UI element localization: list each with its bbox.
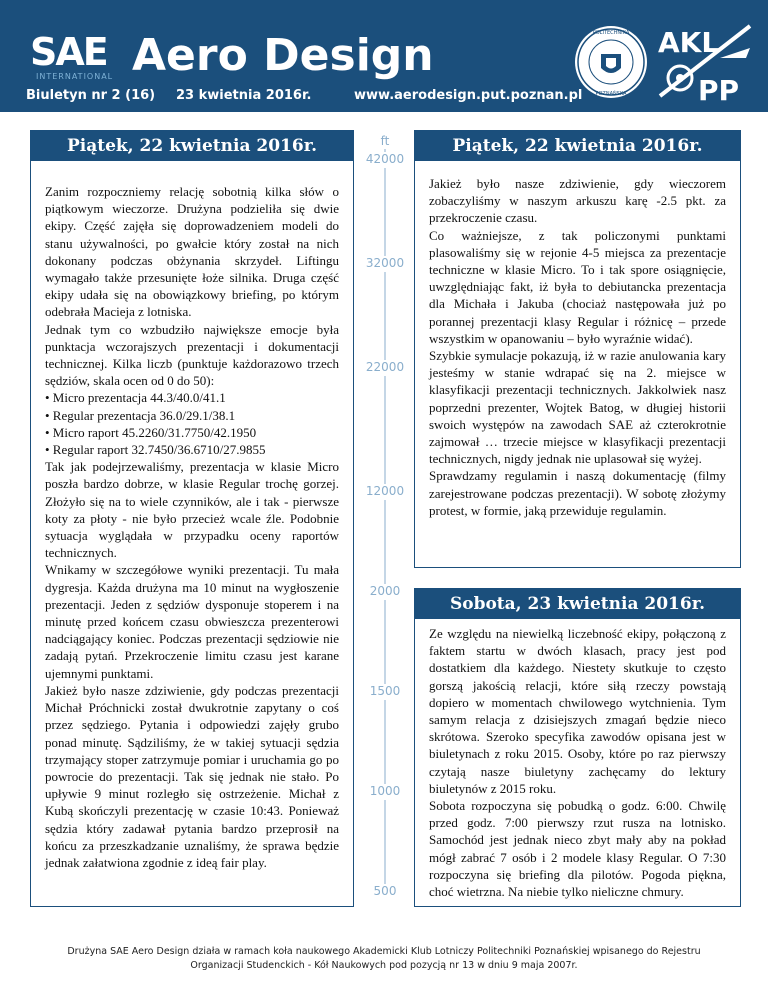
altitude-tick-label: 22000: [365, 360, 405, 374]
paragraph: Tak jak podejrzewaliśmy, prezentacja w klasie Micro poszła bardzo dobrze, w klasie Regular trochę gorzej. Złożyło się na to wiele czynników, ale i tak - pierwsze koty za płoty - nie było przecież wcale źle. Podobnie sytuacja wyglądała w przypadku oceny raportów technicznych.: [45, 459, 339, 561]
paragraph: Jakież było nasze zdziwienie, gdy podczas prezentacji Michał Próchnicki został dwukrotnie zapytany o coś przez sędziego. Pytania i odpowiedzi zajęły grubo ponad minutę. Sądziliśmy, że w takiej sytuacji sędzia trzymający stoper zatrzymuje pomiar i uruchamia go po powrocie do prezentacji. Tak się jednak nie stało. Po upływie 9 minut rozległo się ostrzeżenie. Michał z Kubą skończyli prezentację w czasie 10:43. Ponieważ sędzia który zadawał pytania bardzo przeprosił na końcu za przeszkadzanie uznaliśmy, że sprawa będzie jednak załatwiona zgodnie z ideą fair play.: [45, 682, 339, 870]
paragraph: Co ważniejsze, z tak policzonymi punktami plasowaliśmy się w rejonie 4-5 miejsca za prezentacje techniczne w klasie Micro. To i tak spore osiągnięcie, uwzględniając fakt, iż była to debiutancka prezentacja dla Michała i Jakuba (chociaż następowała już po porannej prezentacji klasy Regular i różnicę – przede wszystkim w opanowaniu – było wyraźnie widać).: [429, 227, 726, 346]
paragraph: Jednak tym co wzbudziło największe emocje była punktacja wczorajszych prezentacji i dokumentacji technicznej. Kilka liczb (punktuje każdorazowo trzech sędziów, skala ocen od 0 do 50):: [45, 321, 339, 389]
website-link[interactable]: www.aerodesign.put.poznan.pl: [354, 88, 583, 103]
page-header: [0, 0, 768, 112]
list-item: • Micro prezentacja 44.3/40.0/41.1: [45, 390, 226, 406]
paragraph: Zanim rozpoczniemy relację sobotnią kilka słów o piątkowym wieczorze. Drużyna podzieliła się dwie ekipy. Część zajęła się doprowadzeniem modeli do stanu używalności, po gwałcie który został na nich dokonany podczas obżynania skrzydeł. Liftingu wymagało także przesunięte łoże silnika. Druga część ekipy udała się na obowiązkowy briefing, po którym odebrała Macieja z lotniska.: [45, 184, 339, 320]
right-article-friday-heading: Piątek, 22 kwietnia 2016r.: [415, 131, 740, 161]
right-article-saturday-heading: Sobota, 23 kwietnia 2016r.: [415, 589, 740, 619]
altitude-tick-label: 32000: [365, 256, 405, 270]
paragraph: Wnikamy w szczegółowe wyniki prezentacji. Tu mała dygresja. Każda drużyna ma 10 minut na wygłoszenie prezentacji. Jeden z sędziów dysponuje stoperem i na minutę przed końcem czasu obwieszcza prezenterowi nadciągający koniec. Podczas prezentacji sędziowie nie zadają pytań. Przekroczenie limitu czasu jest karane ujemnymi punktami.: [45, 562, 339, 681]
issue-date: 23 kwietnia 2016r.: [176, 88, 312, 103]
altitude-scale: [360, 135, 410, 895]
altitude-tick-label: 500: [373, 884, 397, 895]
right-article-friday: [414, 130, 741, 568]
altitude-tick-label: 2000: [369, 584, 401, 598]
university-seal-icon: [573, 24, 649, 100]
bulletin-title: Aero Design: [132, 30, 434, 81]
sae-logo-text: SAE: [30, 30, 107, 74]
paragraph: Szybkie symulacje pokazują, iż w razie anulowania kary jesteśmy w stanie wdrapać się na 2. miejsce w klasyfikacji prezentacji technicznych. Jakkolwiek nasz poprzedni prezenter, Wojtek Batog, w długiej historii swoich występów na zawodach SAE aż czterokrotnie zajmował … trzecie miejsce w klasyfikacji prezentacji technicznych, nigdy jednak nie uplasował się wyżej.: [429, 348, 726, 467]
issue-number: Biuletyn nr 2 (16): [26, 88, 156, 103]
page-footer: Drużyna SAE Aero Design działa w ramach koła naukowego Akademicki Klub Lotniczy Politechniki Poznańskiej wpisanego do Rejestru Organizacji Studenckich - Kół Naukowych pod pozycją nr 13 w dniu 9 maja 2007r.: [67, 946, 701, 971]
left-article: [30, 130, 354, 907]
akl-pp-club-logo-icon: [650, 18, 760, 106]
club-logo-bottom: PP: [698, 74, 740, 106]
altitude-tick-label: 42000: [365, 152, 405, 166]
list-item: • Regular raport 32.7450/36.6710/27.9855: [45, 442, 266, 458]
paragraph: Sprawdzamy regulamin i naszą dokumentację (filmy zarejestrowane podczas prezentacji). W sobotę złożymy protest, w formie, jaką przewiduje regulamin.: [429, 468, 726, 518]
paragraph: Jakież było nasze zdziwienie, gdy wieczorem zobaczyliśmy w naszym arkuszu karę -2.5 pkt. za przekroczenie czasu.: [429, 176, 726, 226]
altitude-unit: ft: [380, 135, 390, 148]
list-item: • Regular prezentacja 36.0/29.1/38.1: [45, 407, 236, 423]
sae-logo-subtext: INTERNATIONAL: [36, 72, 114, 81]
svg-text:POZNAŃSKA: POZNAŃSKA: [595, 91, 627, 97]
altitude-tick-label: 1500: [369, 684, 401, 698]
right-article-saturday: [414, 588, 741, 907]
paragraph: Sobota rozpoczyna się pobudką o godz. 6:00. Chwilę przed godz. 7:00 pierwszy rzut rusza na lotnisko. Samochód jest jednak nieco zbyt mały aby na pokład mógł zabrać 7 osób i 2 modele klasy Regular. O 7:30 rozpoczyna się briefing dla pilotów. Pogoda piękna, choć wietrzna. Na niebie tylko nieliczne chmury.: [429, 798, 726, 900]
svg-text:POLITECHNIKA: POLITECHNIKA: [592, 30, 630, 36]
altitude-tick-label: 12000: [365, 484, 405, 498]
list-item: • Micro raport 45.2260/31.7750/42.1950: [45, 424, 257, 440]
paragraph: Ze względu na niewielką liczebność ekipy, połączoną z faktem startu w dwóch klasach, pracy jest pod dostatkiem dla każdego. Niestety skutkuje to często gorszą jakością relacji, które siłą rzeczy powstają dopiero w momentach chwilowego wytchnienia. Tym samym relacja z dzisiejszych zmagań będzie nieco skrótowa. Szeroko specyfika zawodów opisana jest w biuletynach z roku 2015. Osoby, które po raz pierwszy czytają nasze biuletyny zachęcamy do lektury biuletynów z 2015 roku.: [429, 626, 726, 796]
altitude-tick-label: 1000: [369, 784, 401, 798]
left-article-heading: Piątek, 22 kwietnia 2016r.: [31, 131, 353, 161]
club-logo-top: AKL: [658, 26, 720, 59]
